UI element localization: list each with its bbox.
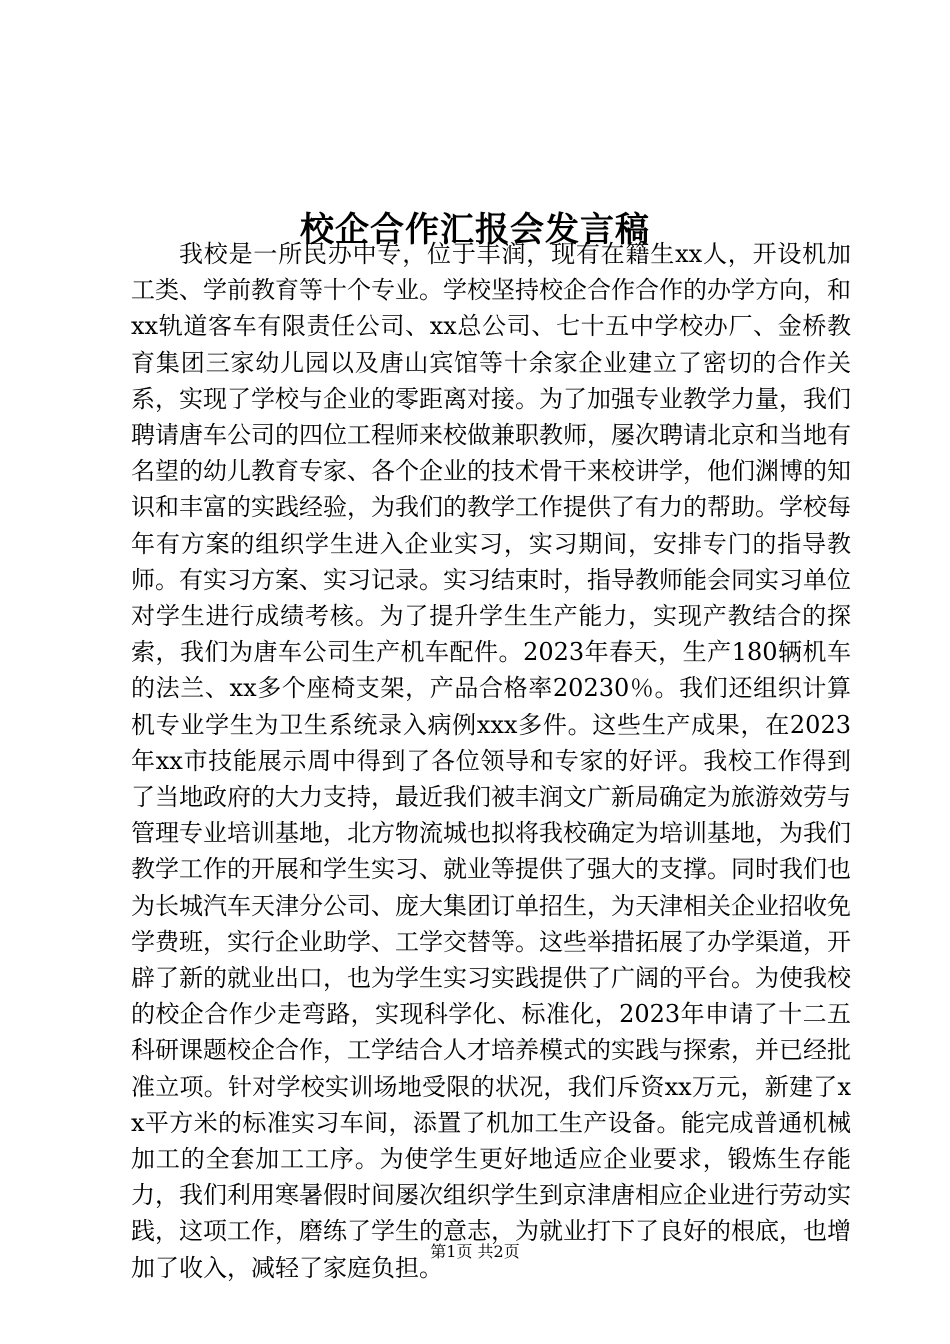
page-number-footer: 第1页 共2页	[430, 1242, 520, 1261]
body-paragraph: 我校是一所民办中专，位于丰润，现有在籍生xx人，开设机加工类、学前教育等十个专业。学校坚持校企合作合作的办学方向，和xx轨道客车有限责任公司、xx总公司、七十五中学校办厂、金桥教育集团三家幼儿园以及唐山宾馆等十余家企业建立了密切的合作关系，实现了学校与企业的零距离对接。为了加强专业教学力量，我们聘请唐车公司的四位工程师来校做兼职教师，屡次聘请北京和当地有名望的幼儿教育专家、各个企业的技术骨干来校讲学，他们渊博的知识和丰富的实践经验，为我们的教学工作提供了有力的帮助。学校每年有方案的组织学生进入企业实习，实习期间，安排专门的指导教师。有实习方案、实习记录。实习结束时，指导教师能会同实习单位对学生进行成绩考核。为了提升学生生产能力，实现产教结合的探索，我们为唐车公司生产机车配件。2023年春天，生产180辆机车的法兰、xx多个座椅支架，产品合格率20230％。我们还组织计算机专业学生为卫生系统录入病例xxx多件。这些生产成果，在2023年xx市技能展示周中得到了各位领导和专家的好评。我校工作得到了当地政府的大力支持，最近我们被丰润文广新局确定为旅游效劳与管理专业培训基地，北方物流城也拟将我校确定为培训基地，为我们教学工作的开展和学生实习、就业等提供了强大的支撑。同时我们也为长城汽车天津分公司、庞大集团订单招生，为天津相关企业招收免学费班，实行企业助学、工学交替等。这些举措拓展了办学渠道，开辟了新的就业出口，也为学生实习实践提供了广阔的平台。为使我校的校企合作少走弯路，实现科学化、标准化，2023年申请了十二五科研课题校企合作，工学结合人才培养模式的实践与探索，并已经批准立项。针对学校实训场地受限的状况，我们斥资xx万元，新建了xx平方米的标准实习车间，添置了机加工生产设备。能完成普通机械加工的全套加工工序。为使学生更好地适应企业要求，锻炼生存能力，我们利用寒暑假时间屡次组织学生到京津唐相应企业进行劳动实践，这项工作，磨练了学生的意志，为就业打下了良好的根底，也增加了收入，减轻了家庭负担。	[131, 240, 851, 1282]
document-title: 校企合作汇报会发言稿	[300, 209, 650, 250]
